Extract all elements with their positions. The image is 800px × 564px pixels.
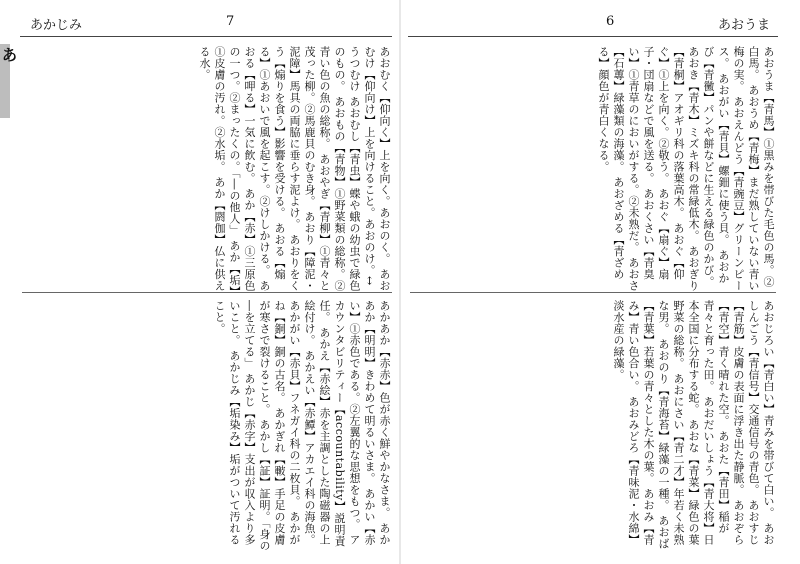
header-word: あおうま <box>718 18 771 33</box>
dictionary-entry: あおうま【青馬】①黒みを帯びた毛色の馬。②白馬。 <box>747 46 775 288</box>
dictionary-entry: あおのり【青海苔】緑藻の一種。 <box>657 338 670 511</box>
dictionary-entry: あかし【証】証明。「身の―を立てる」 <box>243 300 271 552</box>
dictionary-entry: あおば【青葉】若葉の青々とした木の葉。 <box>642 300 670 550</box>
dictionary-entry: あかえい【赤鱏】アカエイ科の海魚。 <box>303 350 316 546</box>
dictionary-entry: あおな【青菜】緑色の葉野菜の総称。 <box>672 300 700 546</box>
dictionary-entry: あおぐ【仰ぐ】①上を向く。②敬う。 <box>657 46 685 280</box>
dictionary-entry: あかあか【赤赤】色が赤く鮮やかなさま。 <box>378 300 391 519</box>
dictionary-entry: あおき【青木】ミズキ科の常緑低木。 <box>687 46 700 242</box>
dictionary-entry: あおえんどう【青豌豆】グリーンピース。 <box>717 46 745 292</box>
dictionary-entry: あかえ【赤絵】赤を主調とした陶磁器の上絵付け。 <box>303 300 331 546</box>
dictionary-entry: あおすじ【青筋】皮膚の表面に浮き出た静脈。 <box>732 300 760 546</box>
dictionary-entry: あか【赤】①三原色の一つ。②まったくの。「―の他人」 <box>228 46 256 292</box>
header-rule <box>20 36 392 37</box>
dictionary-entry: あおがい【青貝】螺鈿に使う貝。 <box>717 73 730 246</box>
column-divider <box>22 292 392 293</box>
dictionary-entry: あおもの【青物】①野菜類の総称。②青い色の魚の総称。 <box>318 46 346 292</box>
dictionary-entry: あおくさい【青臭い】①青草のにおいがする。②未熟だ。 <box>627 46 655 280</box>
dictionary-entry: あおた【青田】稲が青々と育った田。 <box>702 300 730 534</box>
dictionary-entry: あおぞら【青空】青く晴れた空。 <box>717 300 745 546</box>
dictionary-entry: あおる【呷る】一気に飲む。 <box>243 46 271 292</box>
dictionary-entry: あか【閼伽】仏に供える水。 <box>198 46 226 292</box>
dictionary-entry: あおむけ【仰向け】上を向けること。あおのけ。↔うつむけ <box>348 46 391 292</box>
dictionary-column-lower <box>410 300 776 552</box>
dictionary-entry: あおざめる【青ざめる】顔色が青白くなる。 <box>597 46 625 280</box>
dictionary-entry: あおみ【青み】青い色合い。 <box>627 300 655 546</box>
dictionary-entry: アカウンタビリティー【accountability】説明責任。 <box>318 300 361 547</box>
dictionary-column-lower <box>22 300 392 552</box>
header-word: あかじみ <box>30 18 83 33</box>
dictionary-entry: あおぎり【青桐】アオギリ科の落葉高木。 <box>672 46 700 292</box>
dictionary-entry: あおだいしょう【青大将】日本全国に分布する蛇。 <box>687 300 715 546</box>
dictionary-entry: あおりをくう【煽りを食う】影響を受ける。 <box>273 46 301 292</box>
index-kana: あ <box>2 46 18 64</box>
dictionary-entry: あかい【赤い】①赤色である。②左翼的な思想をもつ。 <box>348 300 376 546</box>
dictionary-entry: あかじみ【垢染み】垢がついて汚れること。 <box>213 300 241 546</box>
dictionary-entry: あかがね【銅】銅の古名。 <box>273 300 301 546</box>
header-rule <box>408 36 778 37</box>
dictionary-entry: あおかび【青黴】パンや餅などに生える緑色のかび。 <box>702 46 730 288</box>
dictionary-entry: あおやぎ【青柳】①青々と茂った柳。②馬鹿貝のむき身。 <box>303 46 331 292</box>
dictionary-entry: あおにさい【青二才】年若く未熟な男。 <box>657 300 685 546</box>
dictionary-entry: あおる【煽る】①あおいで風を起こす。②けしかける。 <box>258 46 286 280</box>
dictionary-entry: あおぐ【扇ぐ】扇子・団扇などで風を送る。 <box>642 46 670 280</box>
dictionary-entry: あかあか【明明】きわめて明るいさま。 <box>363 300 391 546</box>
dictionary-column-upper <box>22 46 392 292</box>
dictionary-entry: あおじろい【青白い】青みを帯びて白い。 <box>762 300 775 519</box>
page-number: 6 <box>606 14 615 29</box>
right-page <box>400 0 800 564</box>
dictionary-entry: あおさ【石蓴】緑藻類の海藻。 <box>612 46 640 292</box>
dictionary-entry: あかぎれ【皸】手足の皮膚が寒さで裂けること。 <box>258 300 286 546</box>
dictionary-entry: あおみどろ【青味泥・水綿】淡水産の緑藻。 <box>612 300 640 546</box>
dictionary-entry: あおむし【青虫】蝶や蛾の幼虫で緑色のもの。 <box>333 46 361 292</box>
dictionary-entry: あかじ【赤字】支出が収入より多いこと。 <box>228 300 256 546</box>
dictionary-entry: あおうめ【青梅】まだ熟していない青い梅の実。 <box>732 46 760 292</box>
dictionary-column-upper <box>410 46 776 292</box>
page-number: 7 <box>226 14 235 29</box>
column-divider <box>410 292 776 293</box>
dictionary-entry: あか【垢】①皮膚の汚れ。②水垢。 <box>213 46 241 292</box>
dictionary-entry: あおむく【仰向く】上を向く。あおのく。 <box>378 46 391 265</box>
dictionary-entry: あかがい【赤貝】フネガイ科の二枚貝。 <box>288 300 301 507</box>
dictionary-entry: あおり【障泥・泥障】馬具の両脇に垂らす泥よけ。 <box>288 46 316 292</box>
dictionary-entry: あおしんごう【青信号】交通信号の青色。 <box>747 300 775 546</box>
